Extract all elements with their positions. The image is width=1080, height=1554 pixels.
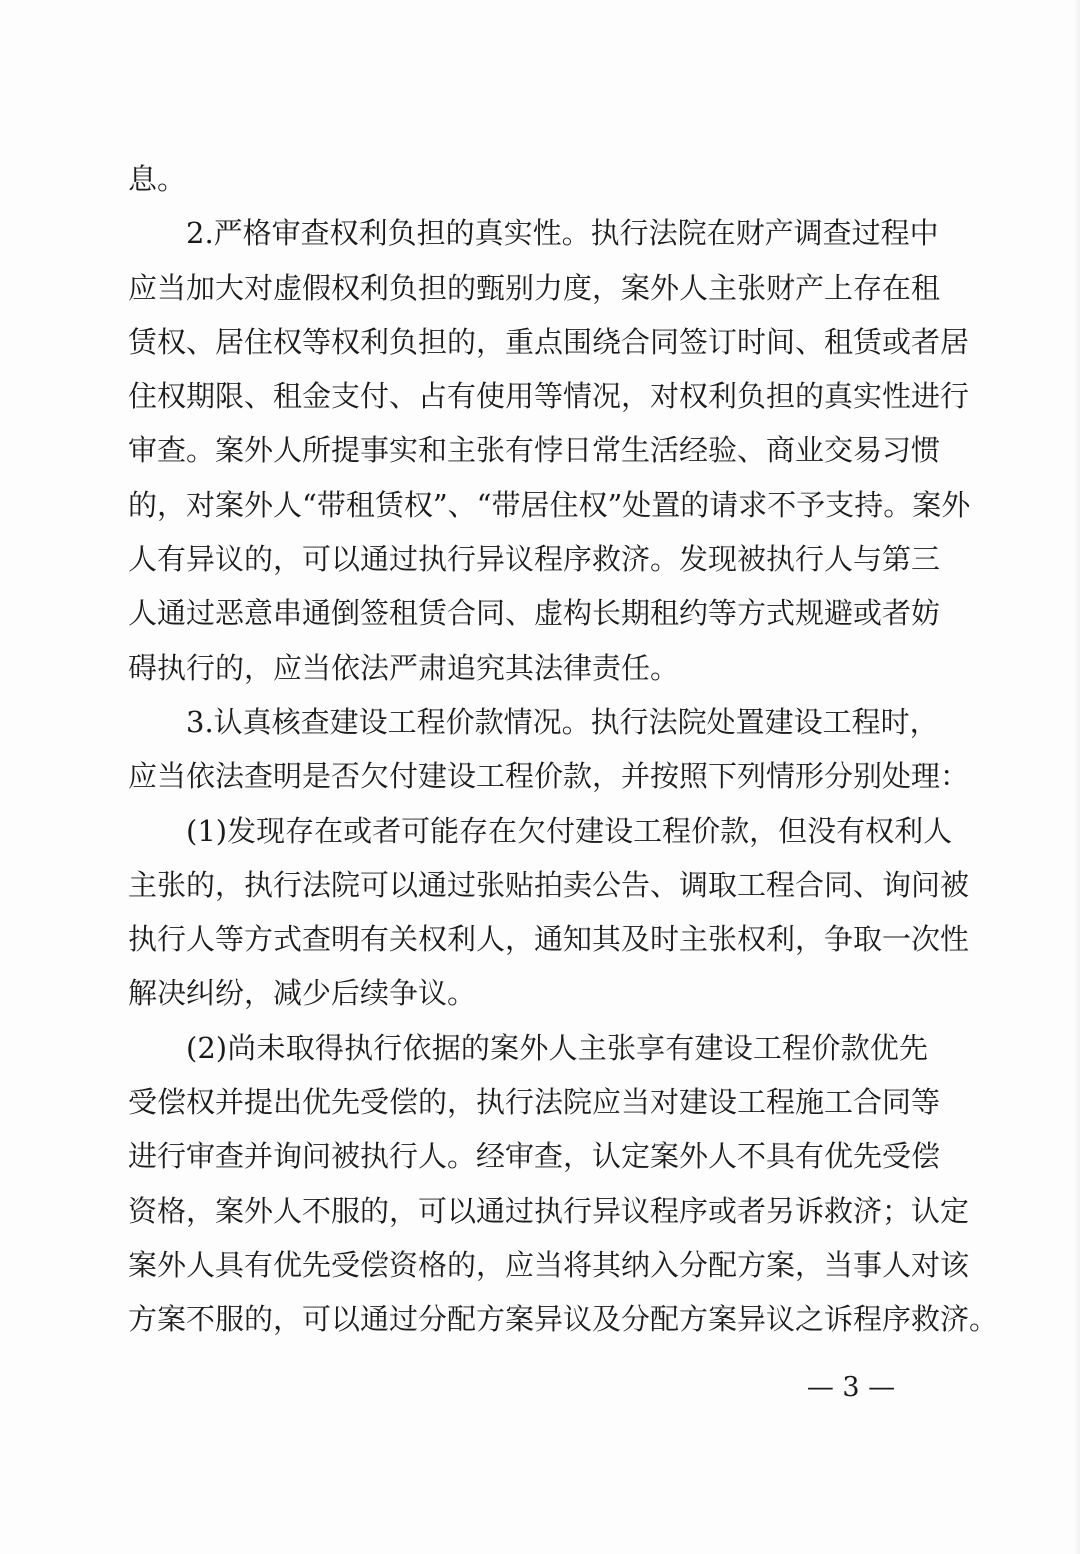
text-line: 进行审查并询问被执行人。经审查，认定案外人不具有优先受偿	[128, 1139, 941, 1174]
text-line: 3.认真核查建设工程价款情况。执行法院处置建设工程时，	[186, 704, 939, 739]
text-line: 人通过恶意串通倒签租赁合同、虚构长期租约等方式规避或者妨	[128, 596, 941, 631]
document-body	[128, 152, 999, 1347]
text-line: 主张的，执行法院可以通过张贴拍卖公告、调取工程合同、询问被	[128, 867, 970, 902]
paragraph	[128, 152, 928, 206]
text-line: 碍执行的，应当依法严肃追究其法律责任。	[128, 650, 680, 685]
page-number: — 3 —	[806, 1372, 896, 1403]
text-line: (2)尚未取得执行依据的案外人主张享有建设工程价款优先	[186, 1030, 928, 1065]
text-line: 住权期限、租金支付、占有使用等情况，对权利负担的真实性进行	[128, 379, 970, 414]
text-line: 执行人等方式查明有关权利人，通知其及时主张权利，争取一次性	[128, 922, 970, 957]
text-line: 解决纠纷，减少后续争议。	[128, 976, 477, 1011]
text-line: (1)发现存在或者可能存在欠付建设工程价款，但没有权利人	[186, 813, 953, 848]
paragraph	[128, 206, 971, 695]
text-line: 审查。案外人所提事实和主张有悖日常生活经验、商业交易习惯	[128, 433, 941, 468]
text-line: 2.严格审查权利负担的真实性。执行法院在财产调查过程中	[186, 216, 939, 251]
text-line: 人有异议的，可以通过执行异议程序救济。发现被执行人与第三	[128, 542, 941, 577]
text-line: 息。	[128, 162, 187, 196]
text-line: 赁权、居住权等权利负担的，重点围绕合同签订时间、租赁或者居	[128, 324, 970, 359]
paragraph	[128, 695, 970, 804]
paragraph	[128, 804, 970, 1021]
text-line: 应当加大对虚假权利负担的甄别力度，案外人主张财产上存在租	[128, 270, 941, 305]
text-line: 受偿权并提出优先受偿的，执行法院应当对建设工程施工合同等	[128, 1085, 941, 1120]
scan-edge	[1074, 0, 1080, 1554]
text-line: 方案不服的，可以通过分配方案异议及分配方案异议之诉程序救济。	[128, 1302, 999, 1337]
paragraph	[128, 1021, 999, 1347]
text-line: 应当依法查明是否欠付建设工程价款，并按照下列情形分别处理：	[128, 759, 970, 794]
text-line: 案外人具有优先受偿资格的，应当将其纳入分配方案，当事人对该	[128, 1247, 970, 1282]
text-line: 资格，案外人不服的，可以通过执行异议程序或者另诉救济；认定	[128, 1193, 970, 1228]
text-line: 的，对案外人“带租赁权”、“带居住权”处置的请求不予支持。案外	[128, 487, 971, 522]
